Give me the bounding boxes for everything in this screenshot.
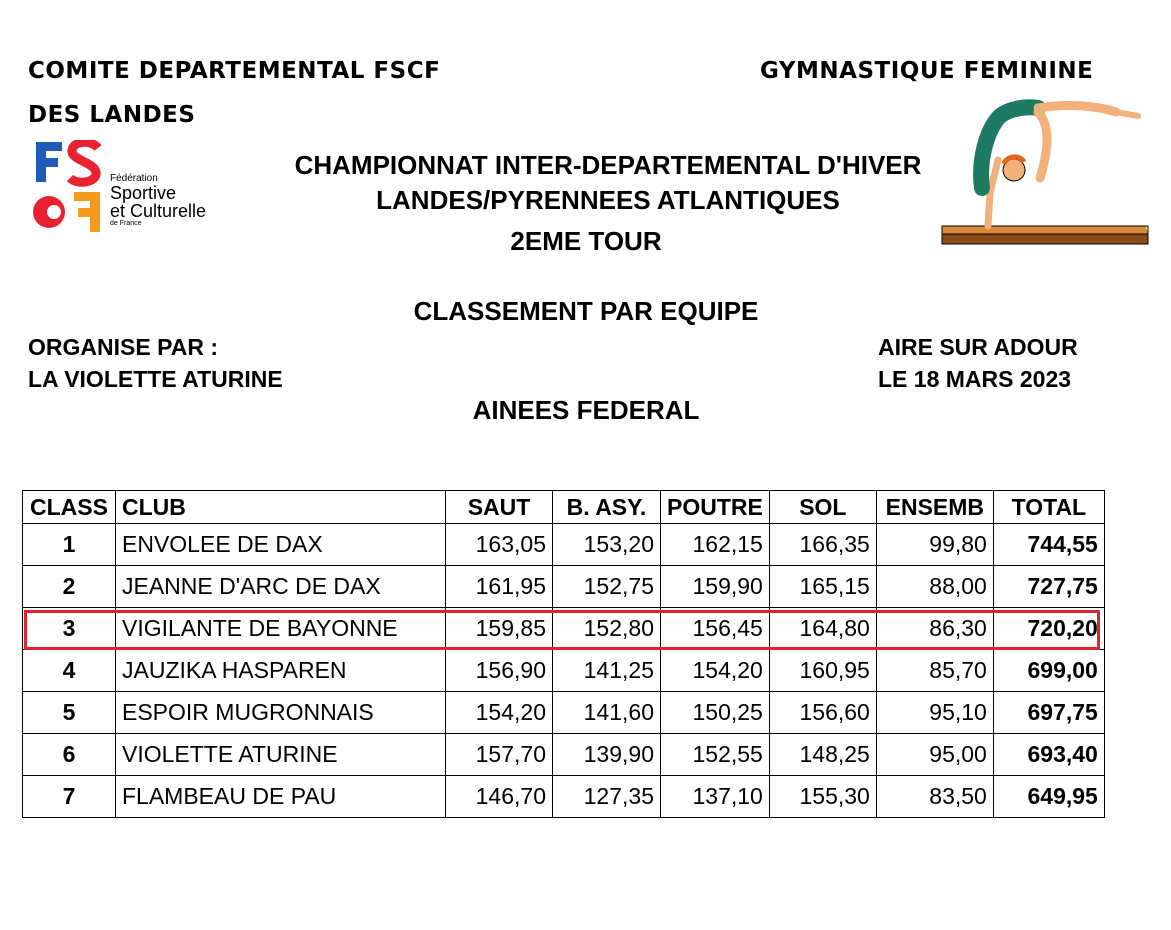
sol-cell: 156,60 <box>769 692 876 734</box>
logo-text-line3: et Culturelle <box>110 201 207 221</box>
club-cell: ENVOLEE DE DAX <box>116 524 446 566</box>
saut-cell: 146,70 <box>446 776 553 818</box>
ensemb-cell: 85,70 <box>876 650 993 692</box>
club-cell: FLAMBEAU DE PAU <box>116 776 446 818</box>
team-ranking-table <box>22 490 1105 818</box>
header-total: TOTAL <box>993 491 1104 524</box>
rank-cell: 1 <box>23 524 116 566</box>
ensemb-cell: 86,30 <box>876 608 993 650</box>
committee-subtitle: DES LANDES <box>28 102 196 128</box>
header-saut: SAUT <box>446 491 553 524</box>
sol-cell: 155,30 <box>769 776 876 818</box>
event-location: AIRE SUR ADOUR <box>878 334 1078 360</box>
b-asy-cell: 127,35 <box>553 776 661 818</box>
total-cell: 727,75 <box>993 566 1104 608</box>
ensemb-cell: 88,00 <box>876 566 993 608</box>
rank-cell: 5 <box>23 692 116 734</box>
rank-cell: 7 <box>23 776 116 818</box>
club-cell: VIGILANTE DE BAYONNE <box>116 608 446 650</box>
header-club: CLUB <box>116 491 446 524</box>
b-asy-cell: 141,25 <box>553 650 661 692</box>
poutre-cell: 152,55 <box>661 734 770 776</box>
saut-cell: 163,05 <box>446 524 553 566</box>
fscf-logo-mark <box>32 140 104 236</box>
rank-cell: 2 <box>23 566 116 608</box>
b-asy-cell: 152,75 <box>553 566 661 608</box>
b-asy-cell: 139,90 <box>553 734 661 776</box>
club-cell: JEANNE D'ARC DE DAX <box>116 566 446 608</box>
saut-cell: 157,70 <box>446 734 553 776</box>
club-cell: JAUZIKA HASPAREN <box>116 650 446 692</box>
championship-title: CHAMPIONNAT INTER-DEPARTEMENTAL D'HIVER <box>294 150 922 180</box>
table-row <box>23 734 1105 776</box>
header-sol: SOL <box>769 491 876 524</box>
championship-region: LANDES/PYRENNEES ATLANTIQUES <box>376 185 840 215</box>
poutre-cell: 137,10 <box>661 776 770 818</box>
b-asy-cell: 141,60 <box>553 692 661 734</box>
poutre-cell: 159,90 <box>661 566 770 608</box>
round-title: 2EME TOUR <box>510 226 662 256</box>
header-class: CLASS <box>23 491 116 524</box>
poutre-cell: 154,20 <box>661 650 770 692</box>
poutre-cell: 150,25 <box>661 692 770 734</box>
ensemb-cell: 95,10 <box>876 692 993 734</box>
total-cell: 697,75 <box>993 692 1104 734</box>
table-row <box>23 650 1105 692</box>
rank-cell: 4 <box>23 650 116 692</box>
discipline-title: GYMNASTIQUE FEMININE <box>760 58 1094 84</box>
organiser-name: LA VIOLETTE ATURINE <box>28 366 283 392</box>
ensemb-cell: 95,00 <box>876 734 993 776</box>
sol-cell: 166,35 <box>769 524 876 566</box>
event-date: LE 18 MARS 2023 <box>878 366 1072 392</box>
organiser-label: ORGANISE PAR : <box>28 334 218 360</box>
ranking-title: CLASSEMENT PAR EQUIPE <box>413 296 759 326</box>
sol-cell: 148,25 <box>769 734 876 776</box>
total-cell: 649,95 <box>993 776 1104 818</box>
sol-cell: 164,80 <box>769 608 876 650</box>
club-cell: VIOLETTE ATURINE <box>116 734 446 776</box>
table-row <box>23 524 1105 566</box>
poutre-cell: 162,15 <box>661 524 770 566</box>
logo-text-line4: de France <box>110 220 142 227</box>
ensemb-cell: 83,50 <box>876 776 993 818</box>
table-header-row <box>23 491 1105 524</box>
total-cell: 744,55 <box>993 524 1104 566</box>
total-cell: 693,40 <box>993 734 1104 776</box>
fscf-logo-text <box>110 174 206 227</box>
ensemb-cell: 99,80 <box>876 524 993 566</box>
total-cell: 699,00 <box>993 650 1104 692</box>
category-title: AINEES FEDERAL <box>472 395 700 425</box>
sol-cell: 165,15 <box>769 566 876 608</box>
saut-cell: 161,95 <box>446 566 553 608</box>
table-row <box>23 692 1105 734</box>
club-cell: ESPOIR MUGRONNAIS <box>116 692 446 734</box>
header-b-asy: B. ASY. <box>553 491 661 524</box>
logo-text-line2: Sportive <box>110 183 177 203</box>
b-asy-cell: 152,80 <box>553 608 661 650</box>
saut-cell: 154,20 <box>446 692 553 734</box>
sol-cell: 160,95 <box>769 650 876 692</box>
b-asy-cell: 153,20 <box>553 524 661 566</box>
table-row-highlighted <box>23 608 1105 650</box>
table-row <box>23 776 1105 818</box>
header-poutre: POUTRE <box>661 491 770 524</box>
saut-cell: 159,85 <box>446 608 553 650</box>
committee-title: COMITE DEPARTEMENTAL FSCF <box>28 58 441 84</box>
header-ensemb: ENSEMB <box>876 491 993 524</box>
rank-cell: 3 <box>23 608 116 650</box>
poutre-cell: 156,45 <box>661 608 770 650</box>
total-cell: 720,20 <box>993 608 1104 650</box>
rank-cell: 6 <box>23 734 116 776</box>
table-row <box>23 566 1105 608</box>
saut-cell: 156,90 <box>446 650 553 692</box>
logo-text-line1: Fédération <box>110 173 158 184</box>
